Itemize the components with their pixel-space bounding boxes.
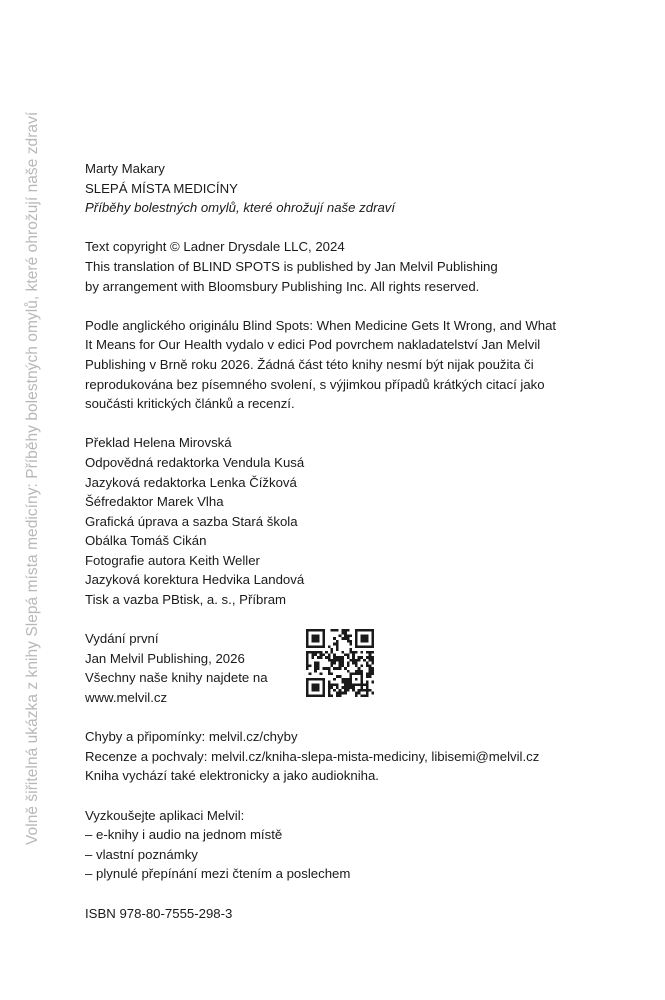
book-title: SLEPÁ MÍSTA MEDICÍNY <box>85 180 238 196</box>
translation-line: This translation of BLIND SPOTS is published by Jan Melvil Publishing <box>85 258 498 274</box>
credit-proofreading: Jazyková korektura Hedvika Landová <box>85 572 305 588</box>
website-link[interactable]: www.melvil.cz <box>85 690 168 706</box>
credits-list <box>85 433 565 609</box>
app-title: Vyzkoušejte aplikaci Melvil: <box>85 807 245 823</box>
contact-block <box>85 727 565 786</box>
qr-code <box>306 629 374 697</box>
notice-line: Podle anglického originálu Blind Spots: When Medicine Gets It Wrong, and What <box>85 317 557 333</box>
credit-printing: Tisk a vazba PBtisk, a. s., Příbram <box>85 592 287 608</box>
reviews-link[interactable]: Recenze a pochvaly: melvil.cz/kniha-slepa-mista-mediciny, libisemi@melvil.cz <box>85 748 540 764</box>
notice-line: součásti kritických článků a recenzí. <box>85 396 295 412</box>
publisher-year: Jan Melvil Publishing, 2026 <box>85 650 245 666</box>
credit-language-editor: Jazyková redaktorka Lenka Čížková <box>85 474 297 490</box>
books-info: Všechny naše knihy najdete na <box>85 670 268 686</box>
isbn-block <box>85 904 565 924</box>
isbn: ISBN 978-80-7555-298-3 <box>85 905 233 921</box>
errata-link[interactable]: Chyby a připomínky: melvil.cz/chyby <box>85 729 298 745</box>
copyright-block <box>85 237 565 296</box>
credit-photo: Fotografie autora Keith Weller <box>85 552 260 568</box>
rights-notice <box>85 316 565 414</box>
credit-cover: Obálka Tomáš Cikán <box>85 533 207 549</box>
copyright-page <box>85 159 565 923</box>
copyright-line: Text copyright © Ladner Drysdale LLC, 2024 <box>85 239 345 255</box>
edition-block <box>85 629 565 707</box>
notice-line: It Means for Our Health vydalo v edici Pod povrchem nakladatelství Jan Melvil <box>85 337 541 353</box>
app-feature: – plynulé přepínání mezi čtením a poslechem <box>85 866 351 882</box>
app-feature: – e-knihy i audio na jednom místě <box>85 827 283 843</box>
book-subtitle: Příběhy bolestných omylů, které ohrožují naše zdraví <box>85 200 396 216</box>
watermark-text: Volně šiřitelná ukázka z knihy Slepá místa medicíny: Příběhy bolestných omylů, které ohrožují naše zdraví <box>24 111 41 845</box>
author-name: Marty Makary <box>85 161 165 176</box>
credit-chief-editor: Šéfredaktor Marek Vlha <box>85 494 224 510</box>
credit-translator: Překlad Helena Mirovská <box>85 435 232 451</box>
credit-design: Grafická úprava a sazba Stará škola <box>85 513 298 529</box>
notice-line: Publishing v Brně roku 2026. Žádná část této knihy nesmí být nijak použita či <box>85 356 534 372</box>
app-feature: – vlastní poznámky <box>85 846 198 862</box>
notice-line: reprodukována bez písemného svolení, s výjimkou případů krátkých citací jako <box>85 376 545 392</box>
formats-info: Kniha vychází také elektronicky a jako audiokniha. <box>85 768 379 784</box>
book-header <box>85 159 565 218</box>
app-promo <box>85 806 565 884</box>
edition-number: Vydání první <box>85 631 159 647</box>
arrangement-line: by arrangement with Bloomsbury Publishing Inc. All rights reserved. <box>85 278 480 294</box>
credit-editor: Odpovědná redaktorka Vendula Kusá <box>85 454 305 470</box>
